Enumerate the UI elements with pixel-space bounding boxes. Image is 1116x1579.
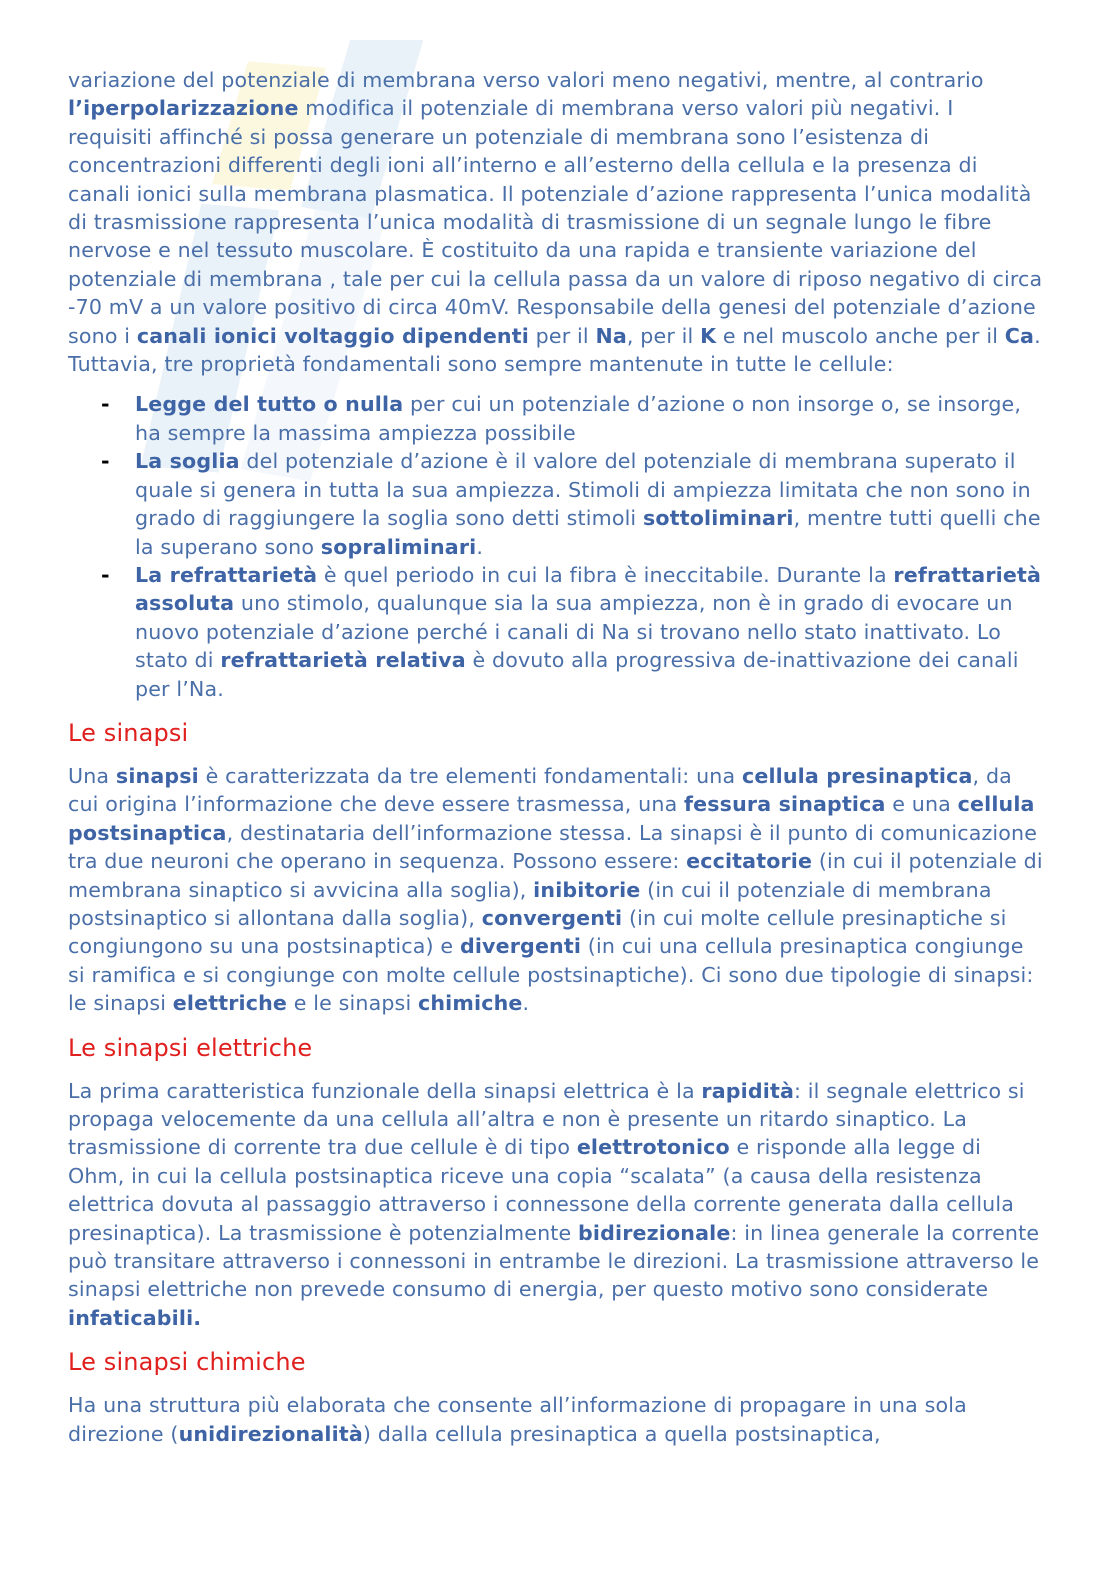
term-cellula-postsinaptica: cellula postsinaptica	[68, 792, 1035, 845]
term-refrattarieta: La refrattarietà	[135, 562, 318, 587]
term-infaticabili: infaticabili.	[68, 1305, 202, 1330]
text-span: uno stimolo, qualunque sia la sua ampiezza, non è in grado di evocare un nuovo potenziale d’azione perché i canali di Na si trovano nello stato inattivato. Lo stato di	[135, 591, 1013, 673]
heading-sinapsi: Le sinapsi	[68, 718, 189, 747]
text-span: Una	[68, 763, 116, 788]
text-span: : in linea generale la corrente può transitare attraverso i connessoni in entrambe le direzioni. La trasmissione attraverso le sinapsi elettriche non prevede consumo di energia, per questo motivo sono considerate	[68, 1220, 1040, 1302]
text-span: , per il	[626, 323, 701, 348]
term-legge-tutto-nulla: Legge del tutto o nulla	[135, 392, 404, 417]
text-span: variazione del potenziale di membrana verso valori meno negativi, mentre, al contrario	[68, 68, 984, 92]
term-refrattarieta-relativa: refrattarietà relativa	[220, 648, 466, 673]
term-canali-ionici: canali ionici voltaggio dipendenti	[136, 323, 529, 348]
text-span: e una	[885, 792, 958, 817]
term-divergenti: divergenti	[459, 934, 582, 959]
term-refrattarieta-assoluta: refrattarietà assoluta	[135, 562, 1042, 616]
term-rapidita: rapidità	[701, 1078, 795, 1103]
text-span: .	[476, 534, 484, 559]
document-page	[68, 66, 1043, 1448]
term-cellula-presinaptica: cellula presinaptica	[741, 763, 973, 788]
text-span: La prima caratteristica funzionale della sinapsi elettrica è la	[68, 1078, 702, 1103]
text-span: (in cui molte cellule presinaptiche si congiungono su una postsinaptica) e	[68, 905, 1007, 959]
intro-paragraph	[68, 66, 1043, 378]
text-span: (in cui il potenziale di membrana sinaptico si avvicina alla soglia),	[68, 849, 1043, 902]
text-span: per cui un potenziale d’azione o non insorge o, se insorge, ha sempre la massima ampiezza possibile	[135, 392, 1022, 445]
text-span: è quel periodo in cui la fibra è ineccitabile. Durante la	[317, 562, 894, 587]
text-span: ) dalla cellula presinaptica a quella postsinaptica,	[362, 1421, 881, 1446]
term-fessura-sinaptica: fessura sinaptica	[684, 792, 886, 817]
text-span: , da cui origina l’informazione che deve essere trasmessa, una	[68, 763, 1012, 817]
term-elettrotonico: elettrotonico	[576, 1135, 730, 1160]
term-iperpolarizzazione: l’iperpolarizzazione	[68, 96, 299, 121]
term-ca: Ca	[1004, 323, 1035, 348]
bullet-dash: -	[101, 449, 110, 474]
list-item	[101, 447, 1043, 561]
bullet-dash: -	[101, 562, 110, 587]
term-inibitorie: inibitorie	[533, 877, 641, 902]
term-eccitatorie: eccitatorie	[686, 849, 813, 874]
list-item	[101, 561, 1043, 703]
term-sottoliminari: sottoliminari	[643, 506, 794, 531]
list-item	[101, 390, 1043, 447]
text-span: : il segnale elettrico si propaga velocemente da una cellula all’altra e non è presente un ritardo sinaptico. La trasmissione di corrente tra due cellule è di tipo	[68, 1078, 1025, 1160]
term-chimiche: chimiche	[418, 991, 523, 1016]
text-span: per il	[528, 323, 596, 348]
text-span: e risponde alla legge di Ohm, in cui la cellula postsinaptica riceve una copia “scalata” (a causa della resistenza elettrica dovuta al passaggio attraverso i connessone della corrente generata dalla cellula presinaptica). La trasmissione è potenzialmente	[68, 1135, 1015, 1245]
text-span: e le sinapsi	[287, 991, 419, 1016]
properties-list	[68, 390, 1043, 702]
text-span: è dovuto alla progressiva de-inattivazione dei canali per l’Na.	[135, 648, 1019, 701]
text-span: (in cui una cellula presinaptica congiunge si ramifica e si congiunge con molte cellule postsinaptiche). Ci sono due tipologie di sinapsi: le sinapsi	[68, 934, 1034, 1016]
text-span: del potenziale d’azione è il valore del potenziale di membrana superato il quale si genera in tutta la sua ampiezza. Stimoli di ampiezza limitata che non sono in grado di raggiungere la soglia sono detti stimoli	[135, 449, 1031, 531]
heading-sinapsi-chimiche: Le sinapsi chimiche	[68, 1348, 306, 1377]
term-na: Na	[595, 323, 627, 348]
chimiche-paragraph	[68, 1391, 1043, 1448]
text-span: è caratterizzata da tre elementi fondamentali: una	[198, 763, 742, 788]
heading-sinapsi-elettriche: Le sinapsi elettriche	[68, 1033, 313, 1062]
term-sinapsi: sinapsi	[115, 763, 199, 788]
bullet-dash: -	[101, 392, 110, 417]
text-span: e nel muscolo anche per il	[716, 323, 1005, 348]
text-span: , destinataria dell’informazione stessa. La sinapsi è il punto di comunicazione tra due neuroni che operano in sequenza. Possono essere:	[68, 820, 1038, 874]
term-unidirezionalita: unidirezionalità	[178, 1421, 363, 1446]
term-bidirezionale: bidirezionale	[578, 1220, 731, 1245]
text-span: modifica il potenziale di membrana verso valori più negativi. I requisiti affinché si possa generare un potenziale di membrana sono l’esistenza di concentrazioni differenti degli ioni all’interno e all’esterno della cellula e la presenza di canali ionici sulla membrana plasmatica. Il potenziale d’azione rappresenta l’unica modalità di trasmissione rappresenta l’unica modalità di trasmissione di un segnale lungo le fibre nervose e nel tessuto muscolare. È costituito da una rapida e transiente variazione del potenziale di membrana , tale per cui la cellula passa da un valore di riposo negativo di circa -70 mV a un valore positivo di circa 40mV. Responsabile della genesi del potenziale d’azione sono i	[68, 96, 1043, 348]
text-span: . Tuttavia, tre proprietà fondamentali sono sempre mantenute in tutte le cellule:	[68, 323, 1041, 377]
term-convergenti: convergenti	[481, 905, 623, 930]
term-sopraliminari: sopraliminari	[320, 534, 477, 559]
term-elettriche: elettriche	[172, 991, 288, 1016]
text-span: (in cui il potenziale di membrana postsinaptico si allontana dalla soglia),	[68, 877, 992, 930]
sinapsi-paragraph	[68, 762, 1043, 1018]
text-span: Ha una struttura più elaborata che consente all’informazione di propagare in una sola direzione (	[68, 1393, 967, 1446]
text-span: , mentre tutti quelli che la superano sono	[135, 506, 1041, 559]
term-soglia: La soglia	[135, 449, 240, 474]
term-k: K	[700, 323, 717, 348]
text-span: .	[522, 991, 530, 1016]
elettriche-paragraph	[68, 1077, 1043, 1333]
